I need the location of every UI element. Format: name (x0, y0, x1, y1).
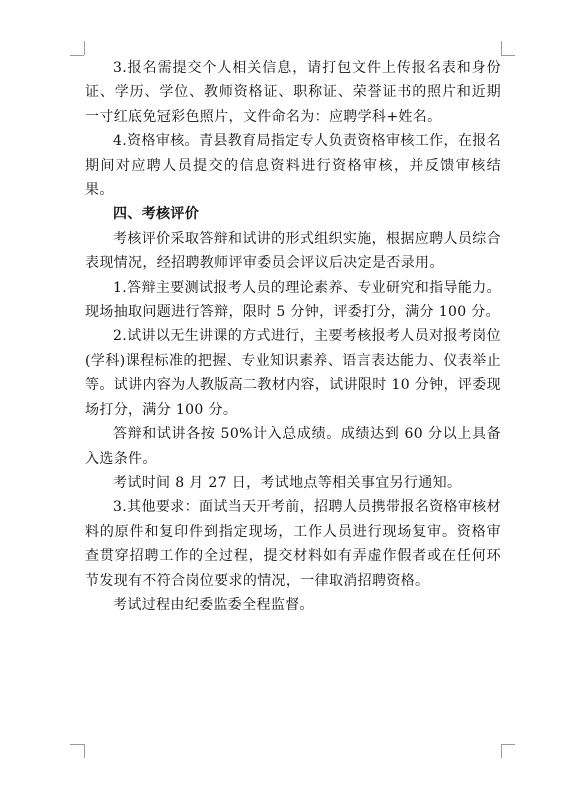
crop-mark-top-right-h (501, 55, 515, 56)
paragraph-assessment-method: 考核评价采取答辩和试讲的形式组织实施，根据应聘人员综合表现情况，经招聘教师评审委员会评议后决定是否录用。 (85, 230, 501, 272)
crop-mark-top-right-v (501, 41, 502, 55)
crop-mark-top-left-v (84, 41, 85, 55)
paragraph-other-requirements: 3.其他要求：面试当天开考前，招聘人员携带报名资格审核材料的原件和复印件到指定现场，工作人员进行现场复审。资格审查贯穿招聘工作的全过程，提交材料如有弄虚作假者或在任何环节发现有不符合岗位要求的情况，一律取消招聘资格。 (85, 499, 501, 589)
paragraph-qualification-review: 4.资格审核。青县教育局指定专人负责资格审核工作，在报名期间对应聘人员提交的信息资料进行资格审核，并反馈审核结果。 (85, 133, 501, 199)
paragraph-trial-lecture: 2.试讲以无生讲课的方式进行，主要考核报考人员对报考岗位(学科)课程标准的把握、专业知识素养、语言表达能力、仪表举止等。试讲内容为人教版高二教材内容，试讲限时 10 分钟，评委现场打分，满分 100 分。 (85, 328, 501, 418)
document-body (85, 56, 501, 617)
crop-mark-bottom-left-h (70, 744, 84, 745)
paragraph-submission-materials: 3.报名需提交个人相关信息，请打包文件上传报名表和身份证、学历、学位、教师资格证、职称证、荣誉证书的照片和近期一寸红底免冠彩色照片，文件命名为：应聘学科+姓名。 (85, 60, 501, 125)
paragraph-exam-time: 考试时间 8 月 27 日，考试地点等相关事宜另行通知。 (113, 474, 462, 491)
paragraph-scoring-weights: 答辩和试讲各按 50%计入总成绩。成绩达到 60 分以上具备入选条件。 (85, 426, 501, 467)
crop-mark-bottom-right-h (501, 744, 515, 745)
crop-mark-bottom-right-v (501, 744, 502, 758)
crop-mark-top-left-h (70, 55, 84, 56)
paragraph-defense: 1.答辩主要测试报考人员的理论素养、专业研究和指导能力。现场抽取问题进行答辩，限时 5 分钟，评委打分，满分 100 分。 (85, 279, 501, 321)
crop-mark-bottom-left-v (84, 744, 85, 758)
paragraph-supervision: 考试过程由纪委监委全程监督。 (113, 596, 314, 613)
section-heading-assessment: 四、考核评价 (113, 206, 200, 223)
